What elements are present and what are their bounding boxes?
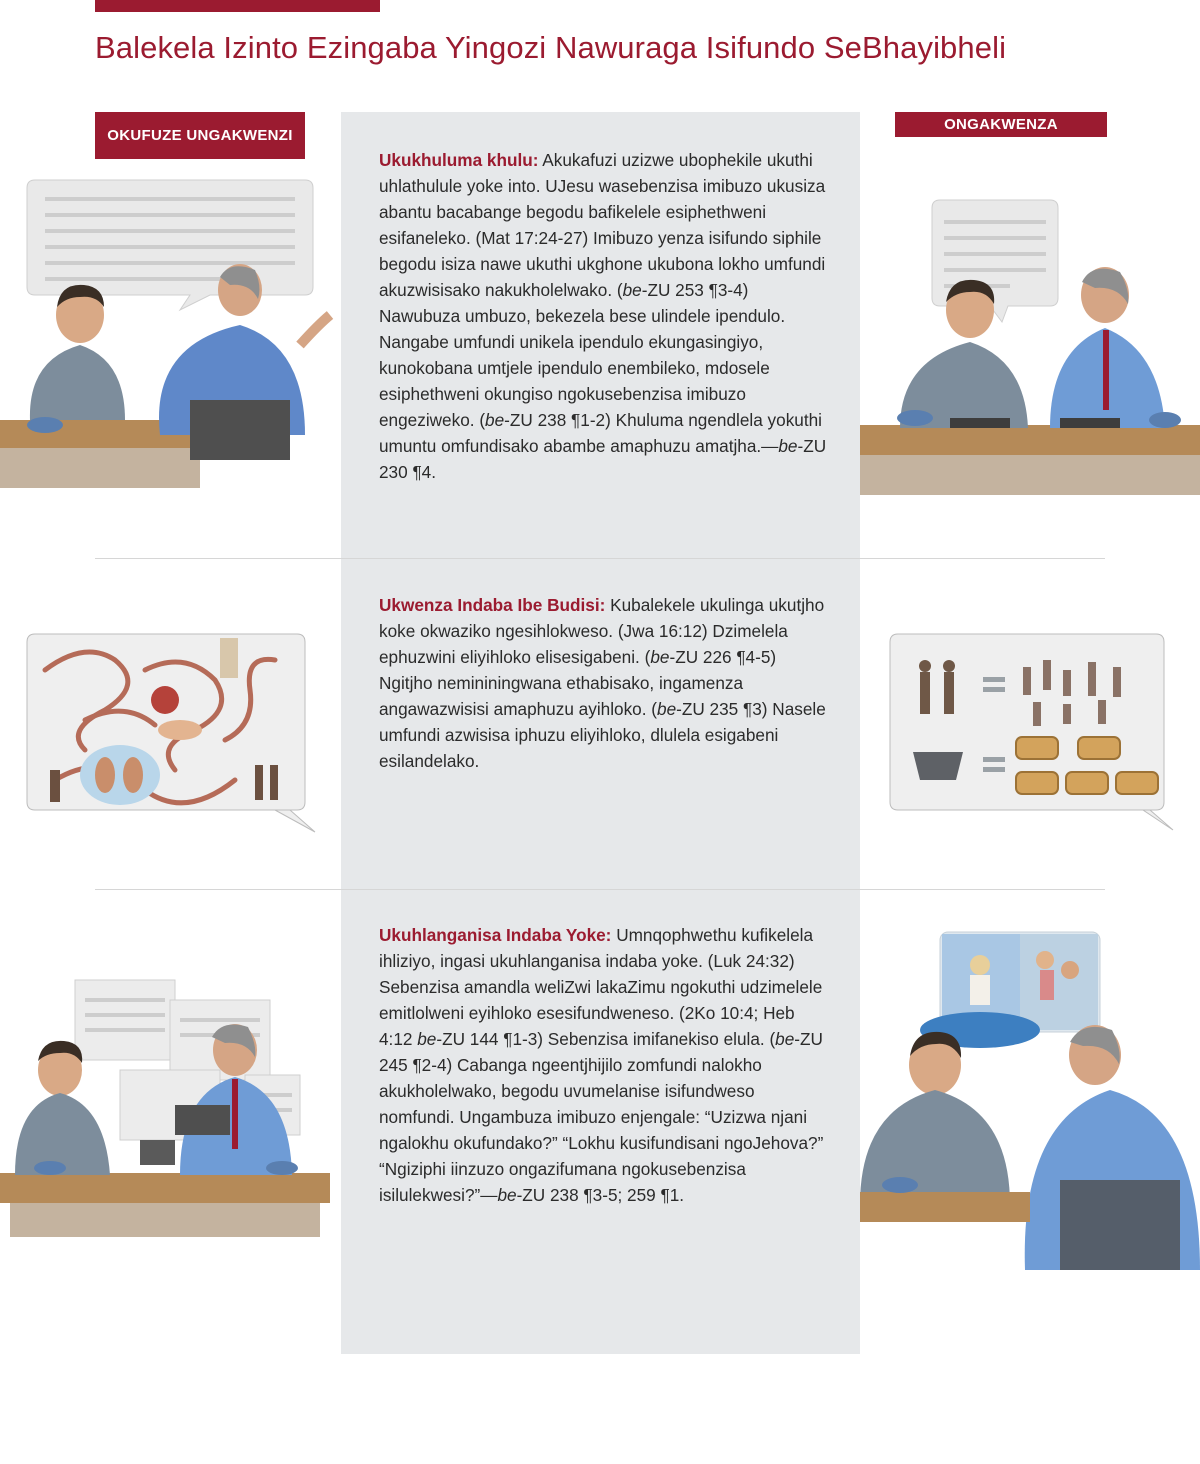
section-2-heading: Ukwenza Indaba Ibe Budisi: xyxy=(379,595,606,615)
label-dont-do: OKUFUZE UNGAKWENZI xyxy=(95,112,305,159)
section-divider-1 xyxy=(95,558,1105,559)
illustration-talking-too-much xyxy=(0,175,320,495)
section-3-text: Ukuhlanganisa Indaba Yoke: Umnqophwethu kufikelela ihliziyo, ingasi ukuhlanganisa indaba yoke. (Luk 24:32) Sebenzisa amandla weliZwi lakaZimu ngokuthi udzimelele emitlolweni eyihloko esesifundweneso. (2Ko 10:4; Heb 4:12 be-ZU 144 ¶1-3) Sebenzisa imifanekiso elula. (be-ZU 245 ¶2-4) Cabanga ngeentjhijilo zomfundi nalokho akukholelwako, begodu uvumelanise isifundweso nomfundi. Ungambuza imibuzo enjengale: “Uzizwa njani ngalokhu okufundako?” “Lokhu kusifundisani ngoJehova?” “Ngiziphi iinzuzo ongazifumana ngokusebenzisa isilulekwesi?”—be-ZU 238 ¶3-5; 259 ¶1. xyxy=(379,925,824,1205)
illustration-simple-comparison xyxy=(888,632,1178,832)
section-2-text: Ukwenza Indaba Ibe Budisi: Kubalekele ukulinga ukutjho koke okwaziko ngesihlokweso. (Jwa 16:12) Dzimelela ephuzwini eliyihloko elisesigabeni. (be-ZU 226 ¶4-5) Ngitjho nemininingwana ethabisako, ingamenza angawazwisisi amaphuzu ayihloko. (be-ZU 235 ¶3) Nasele umfundi azwisisa iphuzu eliyihloko, dlulela esigabeni esilandelako. xyxy=(379,595,826,771)
page-title: Balekela Izinto Ezingaba Yingozi Nawuraga Isifundo SeBhayibheli xyxy=(95,30,1007,65)
section-3-heading: Ukuhlanganisa Indaba Yoke: xyxy=(379,925,612,945)
section-1-text: Ukukhuluma khulu: Akukafuzi uzizwe ubophekile ukuthi uhlathulule yoke into. UJesu wasebenzisa imibuzo ukusiza abantu bacabange begodu bafikelele esiphethweni esifaneleko. (Mat 17:24-27) Imibuzo yenza isifundo siphile begodu isiza nawe ukuthi ukghone ukubona lokho umfundi akuzwisisako nakukholelwako. (be-ZU 253 ¶3-4) Nawubuza umbuzo, bekezela bese ulindele ipendulo. Nangabe umfundi unikela ipendulo ekungasingiyo, kunokobana umtjele ipendulo enembileko, mdosele esiphethweni okungiso ngokusebenzisa imibuzo engeziweko. (be-ZU 238 ¶1-2) Khuluma ngendlela yokuthi umuntu omfundisako abambe amaphuzu amatjha.—be-ZU 230 ¶4. xyxy=(379,150,827,482)
illustration-too-many-details xyxy=(25,630,320,835)
illustration-information-overload xyxy=(0,975,340,1240)
illustration-reaching-heart xyxy=(860,930,1200,1270)
section-1-heading: Ukukhuluma khulu: xyxy=(379,150,539,170)
section-divider-2 xyxy=(95,889,1105,890)
illustration-good-conversation xyxy=(860,200,1200,500)
top-accent-bar xyxy=(95,0,380,12)
label-do: ONGAKWENZA xyxy=(895,112,1107,137)
